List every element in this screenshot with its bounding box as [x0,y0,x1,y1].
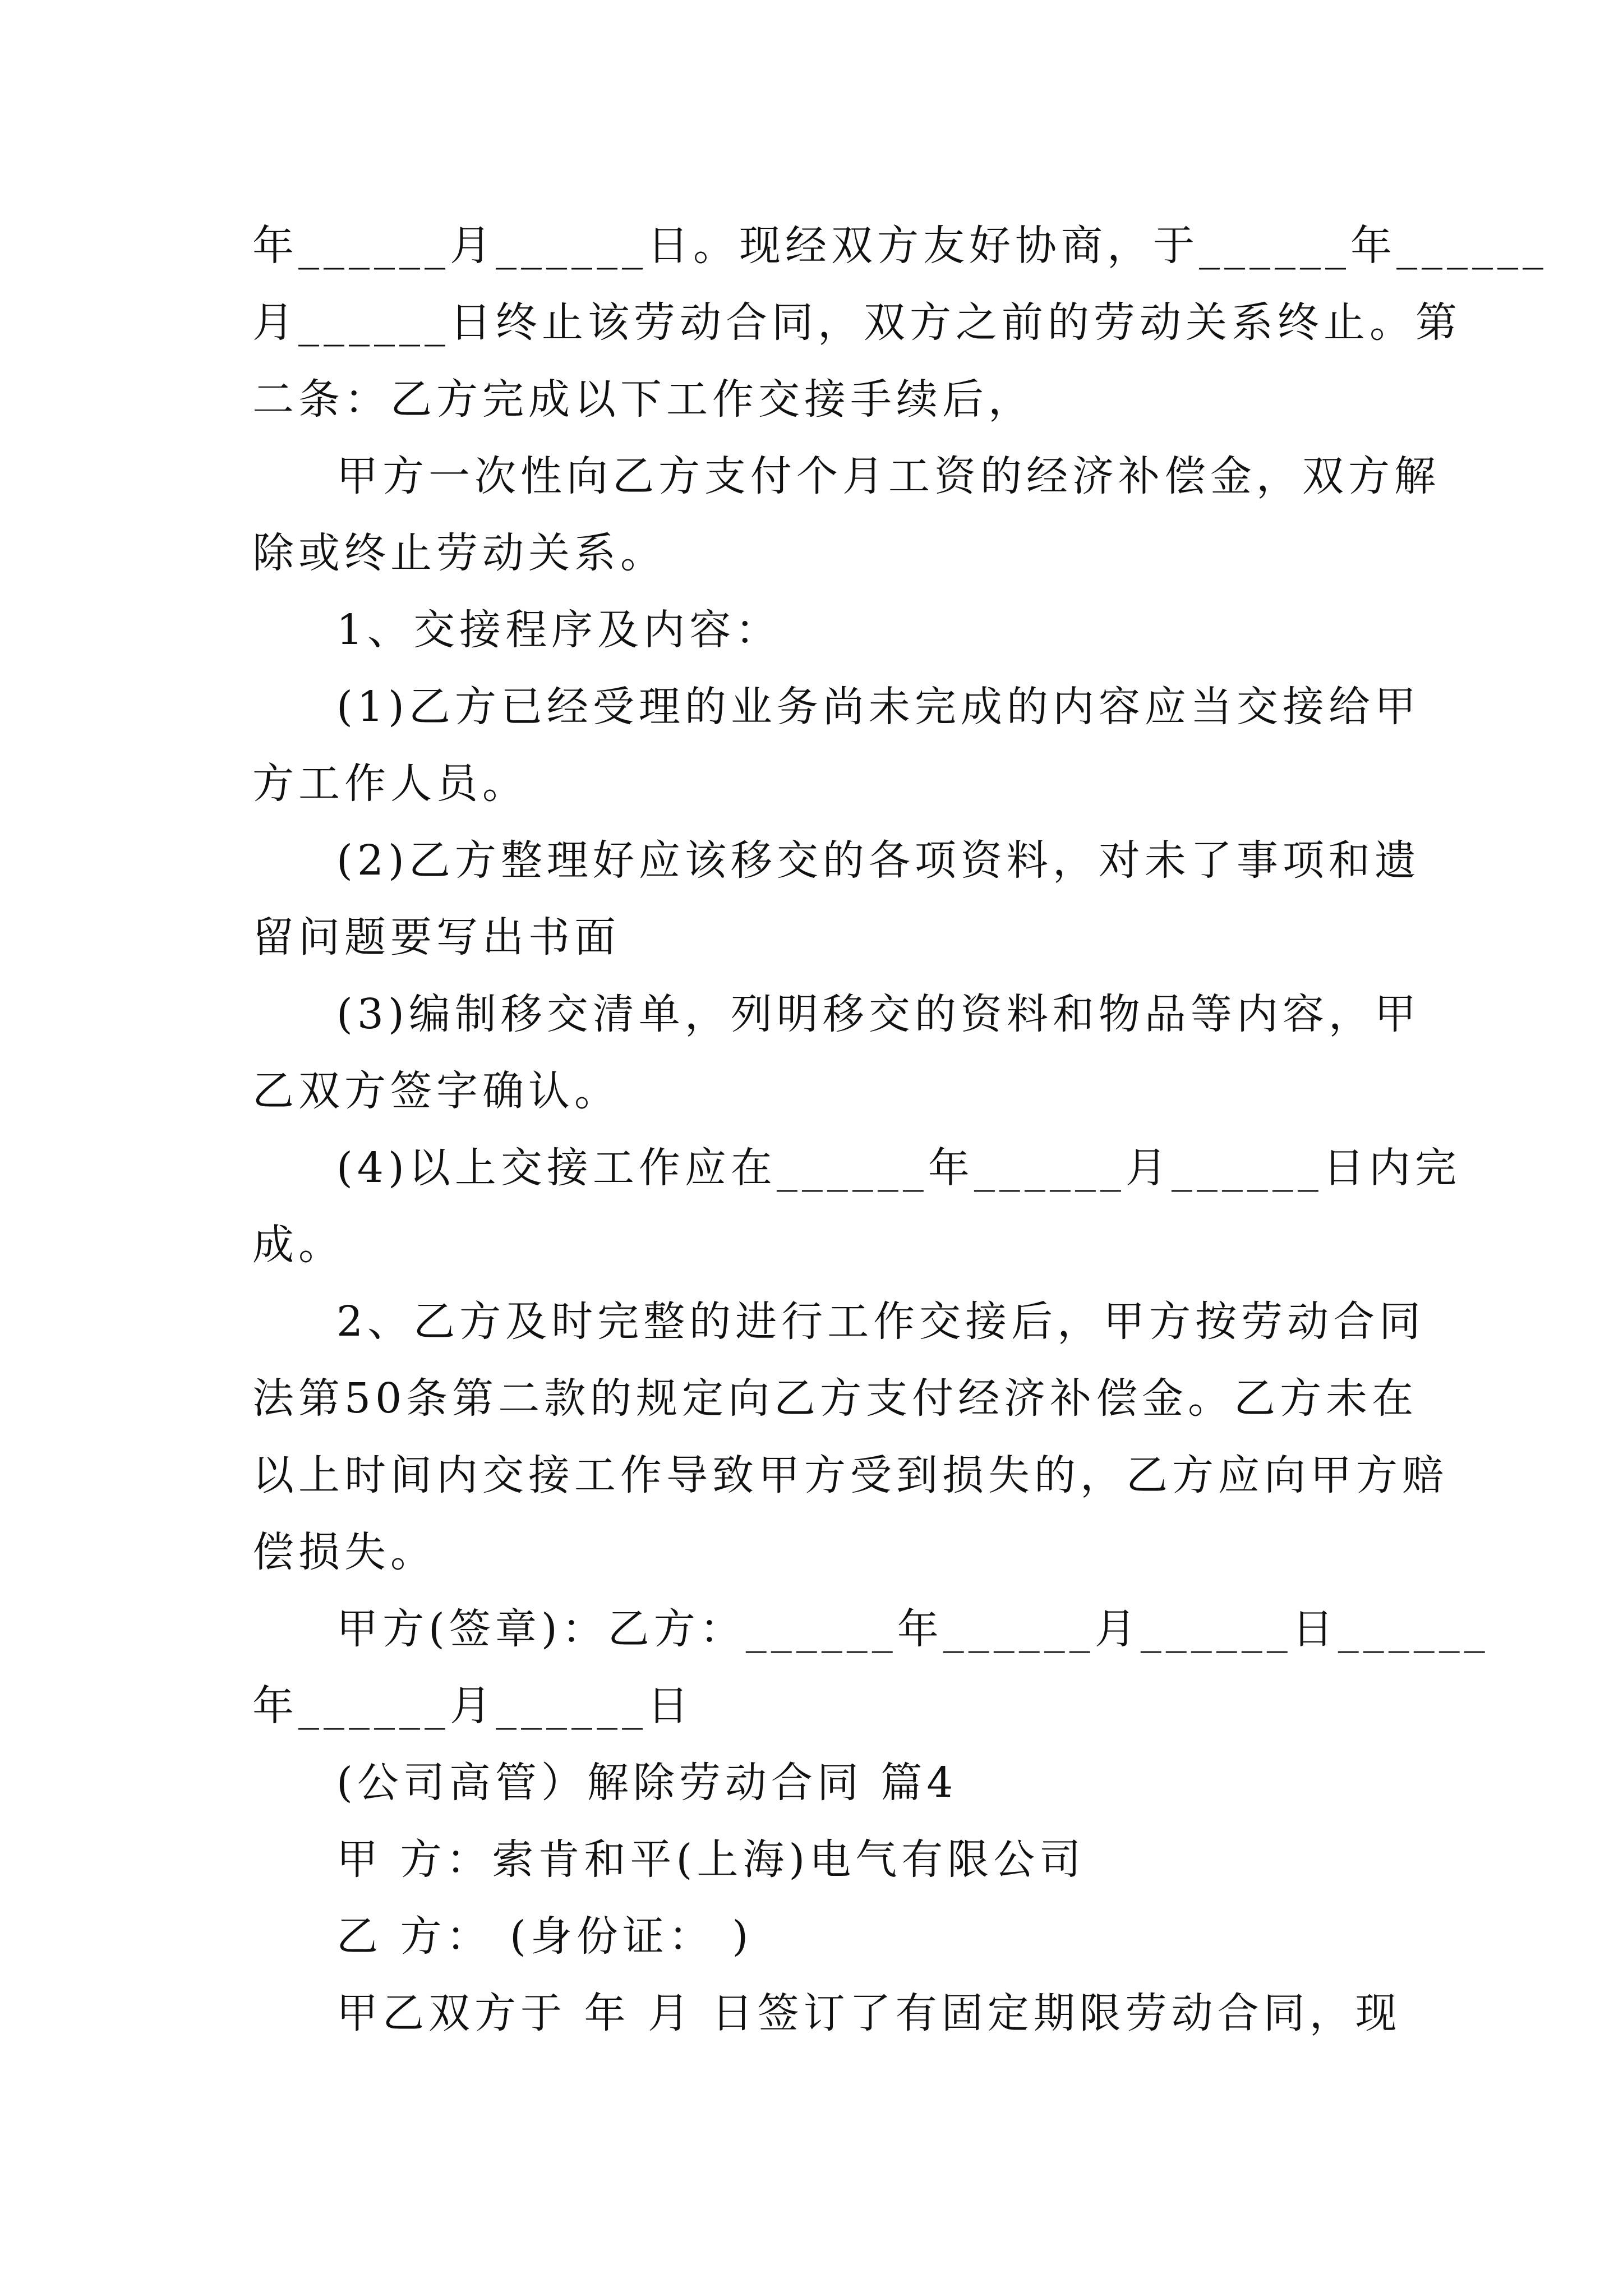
section-heading: 1、交接程序及内容： [336,606,782,654]
text-line: 月______日终止该劳动合同，双方之前的劳动关系终止。第 [252,298,1461,347]
list-item: (4)以上交接工作应在______年______月______日内完 [336,1144,1461,1192]
text-line: 法第50条第二款的规定向乙方支付经济补偿金。乙方未在 [252,1374,1418,1423]
text-line: 成。 [252,1221,344,1269]
text-line: 除或终止劳动关系。 [252,529,666,577]
text-line: 以上时间内交接工作导致甲方受到损失的，乙方应向甲方赔 [252,1451,1448,1499]
text-line: 乙双方签字确认。 [252,1067,620,1115]
text-line: 方工作人员。 [252,760,528,808]
paragraph-start: 甲方一次性向乙方支付个月工资的经济补偿金，双方解 [336,452,1440,500]
list-item: (2)乙方整理好应该移交的各项资料，对未了事项和遗 [336,836,1421,885]
signature-date-line: 年______月______日 [252,1682,693,1730]
section-heading: 2、乙方及时完整的进行工作交接后，甲方按劳动合同 [336,1297,1426,1346]
text-line: 偿损失。 [252,1528,436,1576]
contract-title: (公司高管）解除劳动合同 篇4 [336,1759,958,1807]
text-line: 留问题要写出书面 [252,913,620,961]
list-item: (3)编制移交清单，列明移交的资料和物品等内容，甲 [336,990,1421,1038]
list-item: (1)乙方已经受理的业务尚未完成的内容应当交接给甲 [336,683,1421,731]
paragraph-start: 甲乙双方于 年 月 日签订了有固定期限劳动合同，现 [336,1989,1401,2037]
party-b-line: 乙 方： (身份证： ) [336,1912,753,1961]
text-line: 二条：乙方完成以下工作交接手续后， [252,375,1034,424]
text-line: 年______月______日。现经双方友好协商，于______年______ [252,222,1548,270]
party-a-line: 甲 方：索肯和平(上海)电气有限公司 [336,1835,1086,1884]
signature-line: 甲方(签章)：乙方：______年______月______日______ [336,1605,1490,1653]
